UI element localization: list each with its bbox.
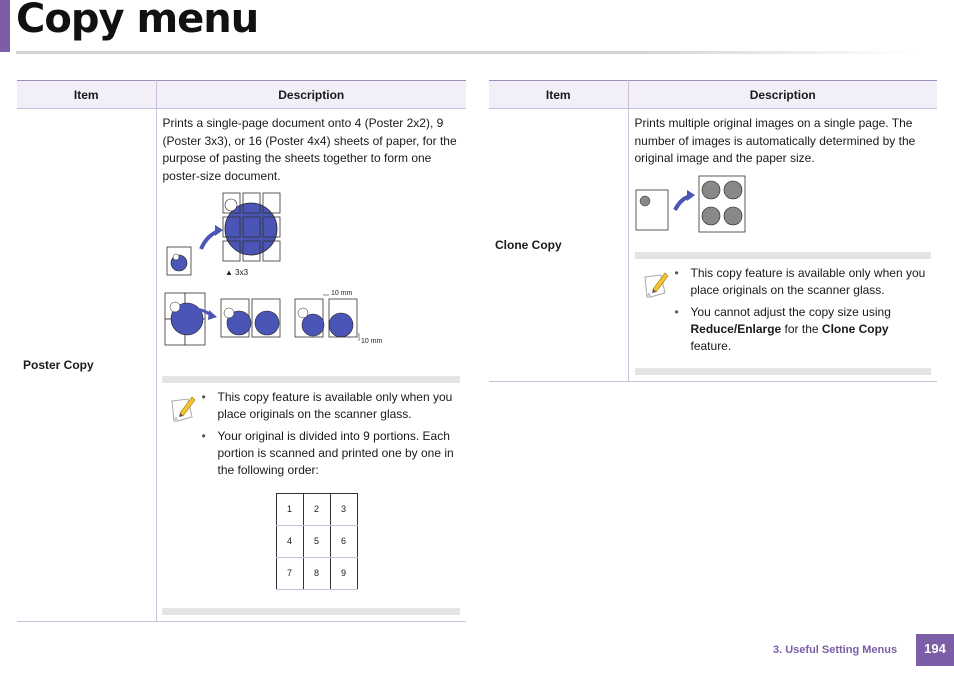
note-pencil-icon <box>170 395 196 423</box>
cloned-page-icon <box>699 176 745 232</box>
description-cell <box>628 109 937 382</box>
note-box <box>635 252 932 375</box>
scan-order-grid <box>276 493 358 590</box>
original-page-icon <box>636 190 668 230</box>
grid-cell: 8 <box>303 558 330 590</box>
note-bold-slash: / <box>733 321 738 336</box>
note-bold-enlarge: Enlarge <box>737 321 782 336</box>
note-box <box>162 376 461 615</box>
clone-copy-table <box>489 80 937 382</box>
clone-copy-description: Prints multiple original images on a single page. The number of images is automatically determined by the original image and the paper size. <box>634 116 916 165</box>
poster-copy-description: Prints a single-page document onto 4 (Poster 2x2), 9 (Poster 3x3), or 16 (Poster 4x4) sheets of paper, for the purpose of pasting the sheets together to form one poster-size document. <box>162 116 457 183</box>
title-rule <box>16 51 916 54</box>
item-clone-copy: Clone Copy <box>489 109 628 382</box>
title-accent-bar <box>0 0 10 52</box>
dimension-label-side: 10 mm <box>360 338 382 345</box>
list-item: • Your original is divided into 9 portions. Each portion is scanned and printed one by one in the following order: <box>218 428 457 479</box>
poster-copy-table <box>17 80 466 622</box>
poster-copy-illustration <box>163 191 393 366</box>
page-number: 194 <box>916 634 954 666</box>
grid-cell: 7 <box>276 558 303 590</box>
grid-cell: 6 <box>330 526 357 558</box>
grid-cell: 1 <box>276 494 303 526</box>
grid-cell: 4 <box>276 526 303 558</box>
note-text: You cannot adjust the copy size using <box>690 304 891 319</box>
table-header-row <box>17 81 466 109</box>
item-poster-copy: Poster Copy <box>17 109 156 622</box>
note-text: feature. <box>690 338 732 353</box>
table-row <box>17 109 466 622</box>
note-pencil-icon <box>643 271 669 299</box>
header-item: Item <box>489 81 628 109</box>
output-sheets <box>221 299 280 337</box>
clone-copy-illustration <box>635 174 755 236</box>
dimension-label-top: 10 mm <box>330 290 352 297</box>
header-description: Description <box>156 81 466 109</box>
grid-cell: 5 <box>303 526 330 558</box>
note-text: for the <box>781 321 822 336</box>
header-description: Description <box>628 81 937 109</box>
grid-cell: 3 <box>330 494 357 526</box>
note-list <box>691 265 928 355</box>
page-title: Copy menu <box>16 0 259 42</box>
figure-caption: ▲ 3x3 <box>224 268 248 277</box>
note-bold-clone-copy: Clone Copy <box>821 321 889 336</box>
poster-3x3-grid <box>223 193 280 261</box>
header-item: Item <box>17 81 156 109</box>
grid-cell: 9 <box>330 558 357 590</box>
footer-section-label: 3. Useful Setting Menus <box>773 644 898 656</box>
note-list <box>218 389 457 479</box>
original-page-icon <box>167 247 191 275</box>
list-item: • This copy feature is available only when you place originals on the scanner glass. <box>218 389 457 423</box>
table-header-row <box>489 81 937 109</box>
note-bold-reduce: Reduce <box>690 321 734 336</box>
list-item <box>691 304 928 355</box>
table-row <box>489 109 937 382</box>
list-item: • This copy feature is available only when you place originals on the scanner glass. <box>691 265 928 299</box>
description-cell <box>156 109 466 622</box>
grid-cell: 2 <box>303 494 330 526</box>
output-with-margins <box>295 295 359 341</box>
stacked-pages <box>165 293 205 345</box>
